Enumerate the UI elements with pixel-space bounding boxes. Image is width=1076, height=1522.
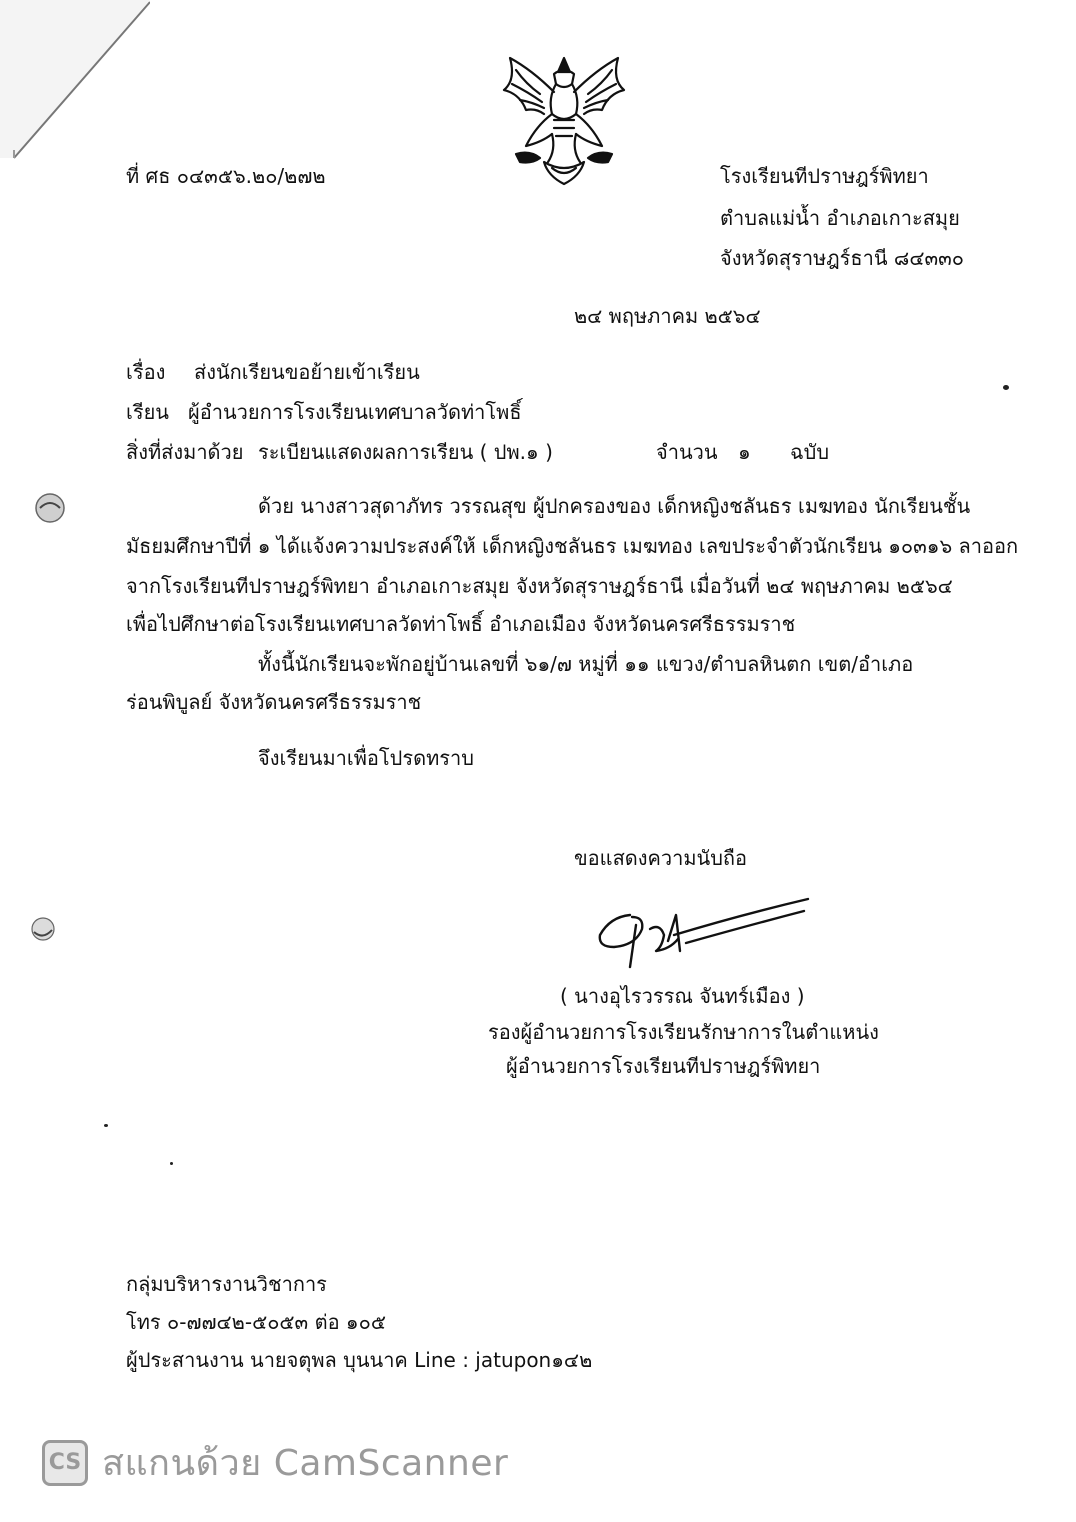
enclosure-unit: ฉบับ xyxy=(790,440,830,464)
punch-hole-mark xyxy=(28,914,58,944)
salutation: ขอแสดงความนับถือ xyxy=(574,846,748,870)
enclosure-label: สิ่งที่ส่งมาด้วย xyxy=(126,440,244,464)
subject-text: ส่งนักเรียนขอย้ายเข้าเรียน xyxy=(194,360,420,384)
handwritten-signature xyxy=(590,895,820,975)
recipient-text: ผู้อำนวยการโรงเรียนเทศบาลวัดท่าโพธิ์ xyxy=(188,400,522,424)
scan-speck xyxy=(104,1124,108,1127)
signer-name: ( นางอุไรวรรณ จันทร์เมือง ) xyxy=(560,984,805,1008)
camscanner-logo-icon: CS xyxy=(42,1440,88,1486)
page-corner-fold xyxy=(0,0,150,160)
camscanner-watermark xyxy=(42,1434,508,1491)
scan-speck xyxy=(170,1162,173,1165)
body-paragraph-1-line-1: ด้วย นางสาวสุดาภัทร วรรณสุข ผู้ปกครองของ เด็กหญิงชลันธร เมฆทอง นักเรียนชั้น xyxy=(258,494,971,518)
sender-address-district: ตำบลแม่น้ำ อำเภอเกาะสมุย xyxy=(720,206,960,230)
recipient-label: เรียน xyxy=(126,400,169,424)
signer-title-line-2: ผู้อำนวยการโรงเรียนทีปราษฎร์พิทยา xyxy=(506,1054,821,1078)
subject-label: เรื่อง xyxy=(126,360,166,384)
footer-department: กลุ่มบริหารงานวิชาการ xyxy=(126,1272,327,1296)
body-paragraph-2-line-2: ร่อนพิบูลย์ จังหวัดนครศรีธรรมราช xyxy=(126,690,422,714)
body-paragraph-2-line-1: ทั้งนี้นักเรียนจะพักอยู่บ้านเลขที่ ๖๑/๗ หมู่ที่ ๑๑ แขวง/ตำบลหินตก เขต/อำเภอ xyxy=(258,652,914,676)
footer-coordinator: ผู้ประสานงาน นายจตุพล บุนนาค Line : jatupon๑๔๒ xyxy=(126,1348,593,1372)
body-paragraph-1-line-2: มัธยมศึกษาปีที่ ๑ ได้แจ้งความประสงค์ให้ เด็กหญิงชลันธร เมฆทอง เลขประจำตัวนักเรียน ๑๐๓๑๖ ลาออก xyxy=(126,534,1019,558)
sender-address-province: จังหวัดสุราษฎร์ธานี ๘๔๓๓๐ xyxy=(720,246,965,270)
punch-hole-mark xyxy=(32,490,68,526)
sender-school-name: โรงเรียนทีปราษฎร์พิทยา xyxy=(720,164,929,188)
scan-speck xyxy=(1003,385,1009,390)
letter-date: ๒๔ พฤษภาคม ๒๕๖๔ xyxy=(574,304,761,328)
garuda-emblem-icon xyxy=(496,50,632,190)
signer-title-line-1: รองผู้อำนวยการโรงเรียนรักษาการในตำแหน่ง xyxy=(488,1020,879,1044)
enclosure-quantity: ๑ xyxy=(738,440,751,464)
camscanner-watermark-text: สแกนด้วย CamScanner xyxy=(102,1443,509,1484)
enclosure-quantity-label: จำนวน xyxy=(656,440,718,464)
footer-phone: โทร ๐-๗๗๔๒-๕๐๕๓ ต่อ ๑๐๕ xyxy=(126,1310,386,1334)
reference-number: ที่ ศธ ๐๔๓๕๖.๒๐/๒๗๒ xyxy=(126,164,326,188)
closing-request: จึงเรียนมาเพื่อโปรดทราบ xyxy=(258,746,474,770)
body-paragraph-1-line-4: เพื่อไปศึกษาต่อโรงเรียนเทศบาลวัดท่าโพธิ์ อำเภอเมือง จังหวัดนครศรีธรรมราช xyxy=(126,612,796,636)
enclosure-text: ระเบียนแสดงผลการเรียน ( ปพ.๑ ) xyxy=(258,440,553,464)
body-paragraph-1-line-3: จากโรงเรียนทีปราษฎร์พิทยา อำเภอเกาะสมุย จังหวัดสุราษฎร์ธานี เมื่อวันที่ ๒๔ พฤษภาคม ๒๕๖๔ xyxy=(126,574,953,598)
